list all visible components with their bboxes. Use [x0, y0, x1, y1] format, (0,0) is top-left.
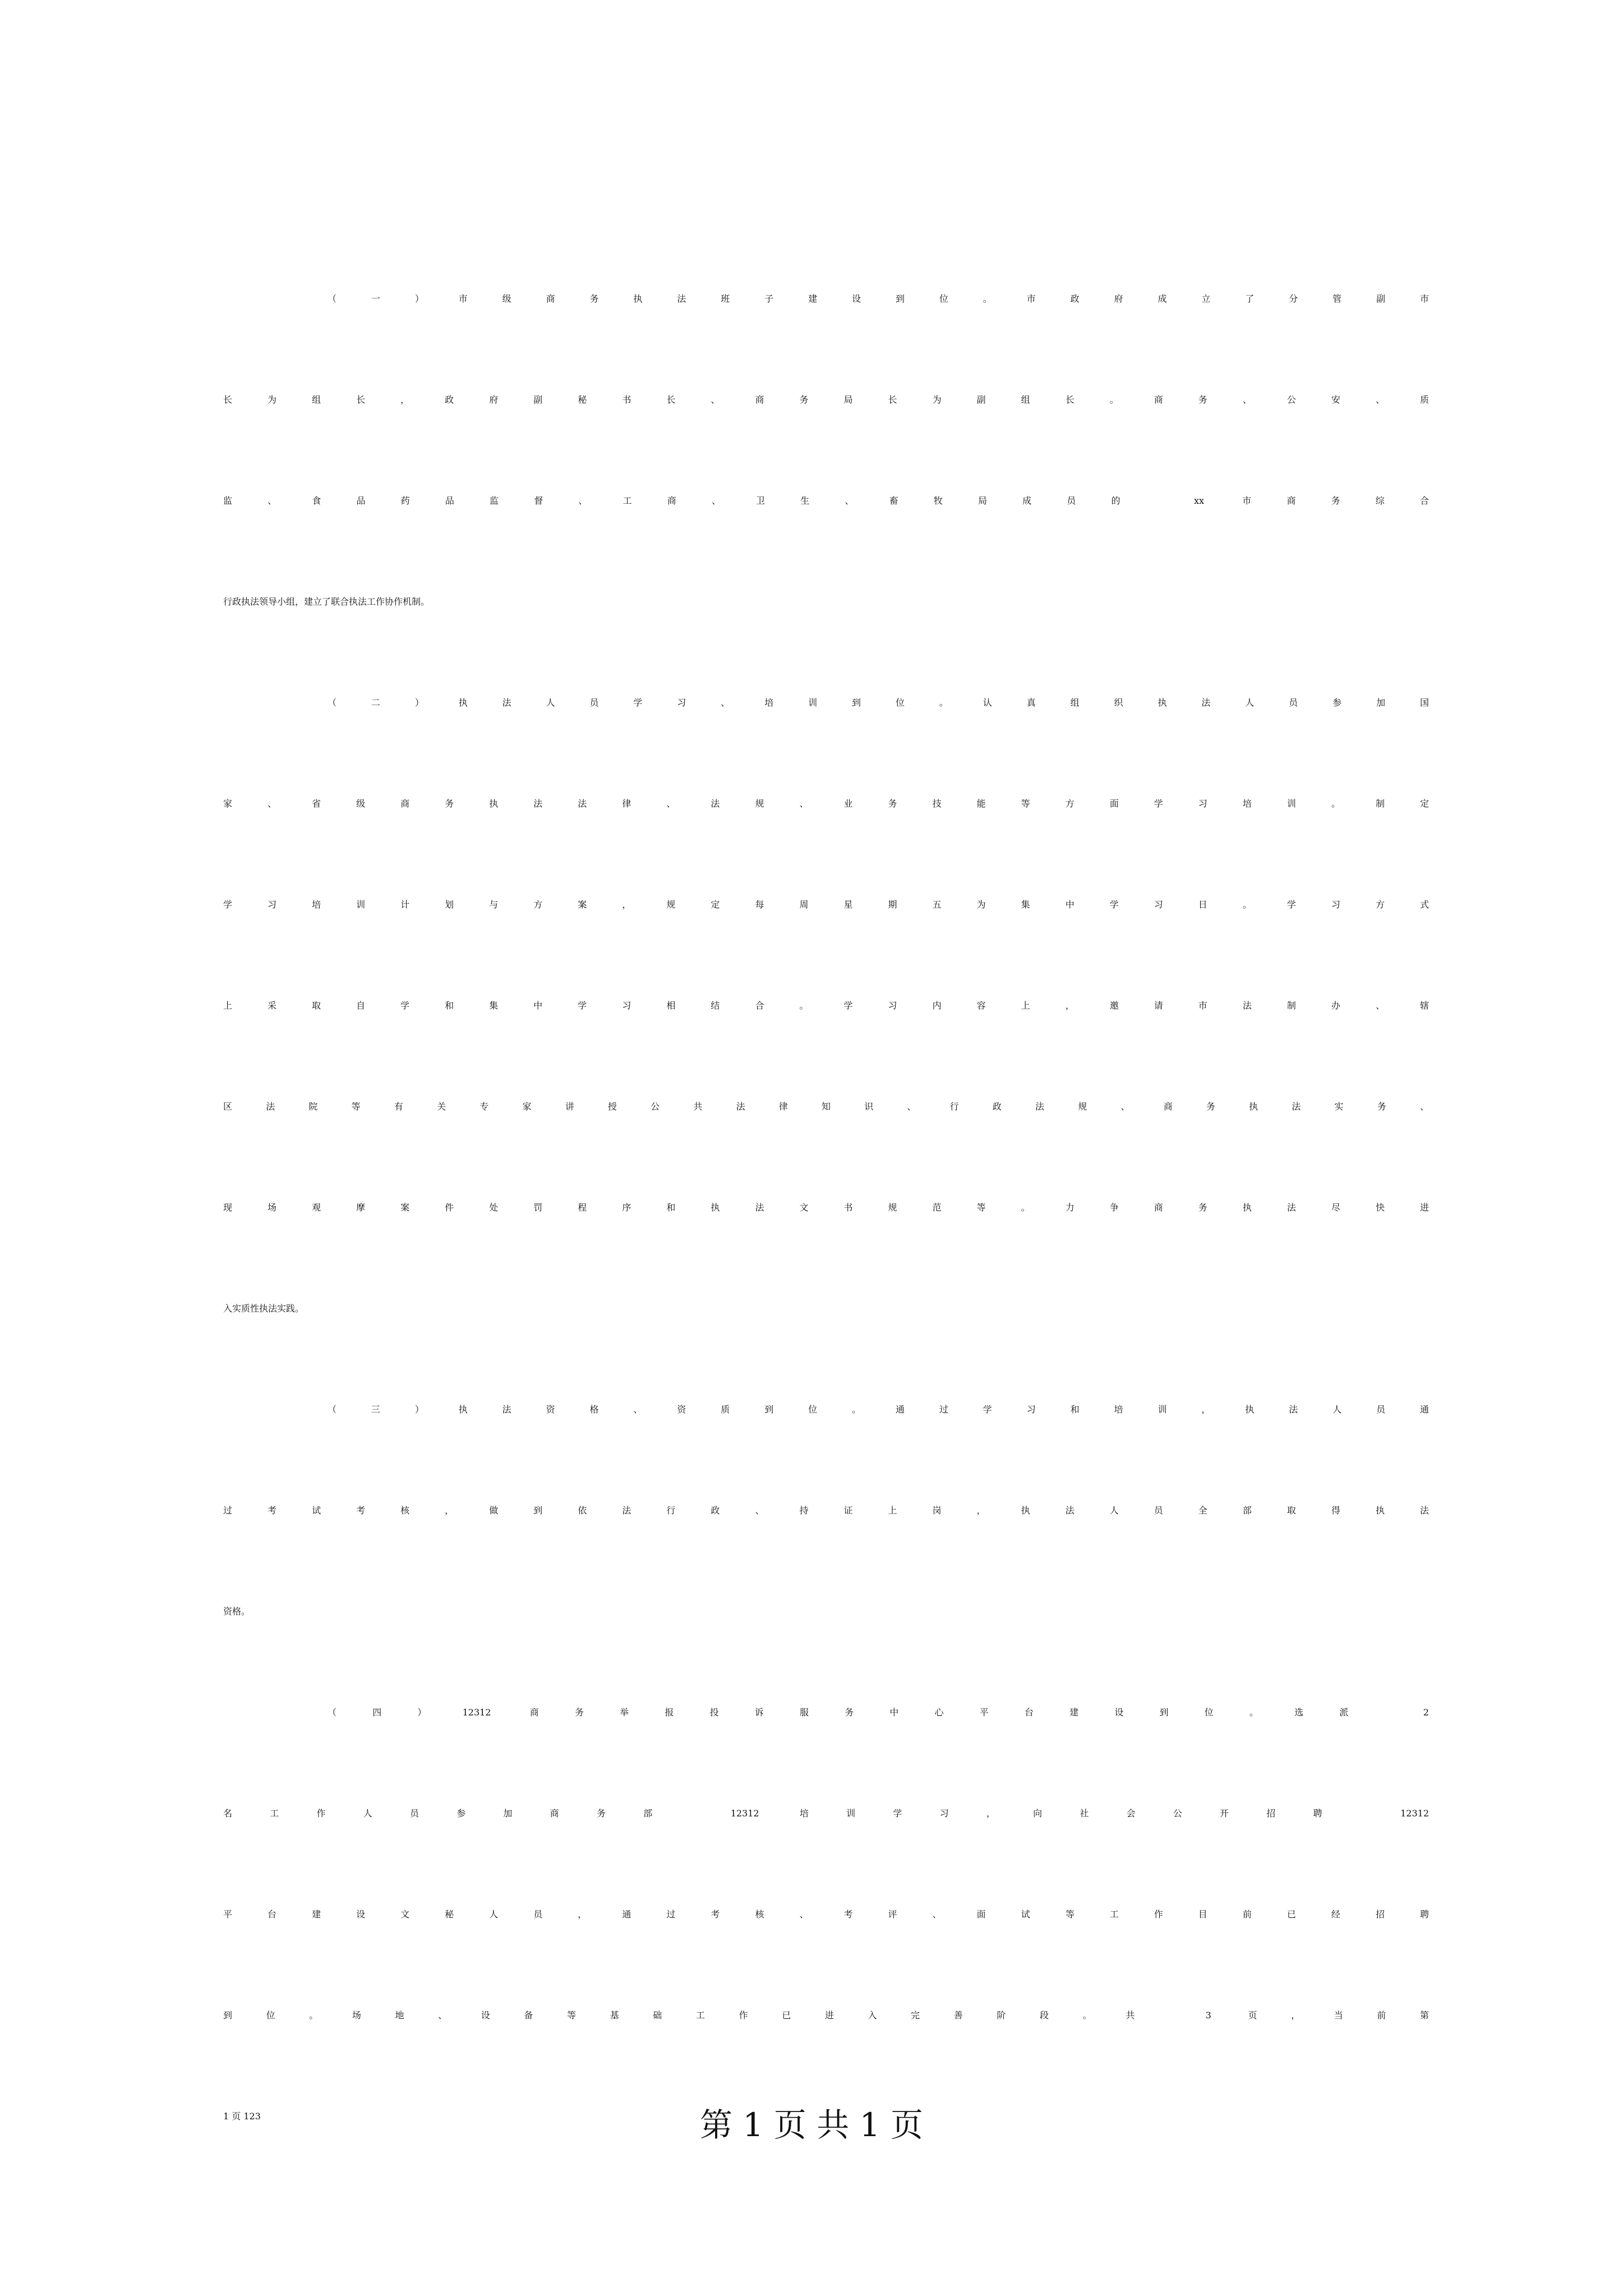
paragraph-line: （三）执法资格、资质到位。通过学习和培训，执法人员通	[328, 1404, 1429, 1415]
paragraph-line: 到位。场地、设备等基础工作已进入完善阶段。共 3 页，当前第	[223, 2010, 1429, 2021]
paragraph-line: 1 页 123	[223, 2111, 261, 2122]
document-body	[223, 292, 1429, 2210]
page-footer	[0, 2102, 1623, 2147]
page-number-label: 第 1 页 共 1 页	[700, 2106, 923, 2144]
paragraph-line: 学习培训计划与方案，规定每周星期五为集中学习日。学习方式	[223, 899, 1429, 910]
paragraph-line: 入实质性执法实践。	[223, 1303, 305, 1314]
paragraph-line: 家、省级商务执法法律、法规、业务技能等方面学习培训。制定	[223, 798, 1429, 809]
paragraph-line: 长为组长，政府副秘书长、商务局长为副组长。商务、公安、质	[223, 394, 1429, 405]
paragraph-line: 名工作人员参加商务部 12312 培训学习，向社会公开招聘 12312	[223, 1808, 1429, 1819]
paragraph-1	[223, 292, 1429, 696]
paragraph-line: 过考试考核，做到依法行政、持证上岗，执法人员全部取得执法	[223, 1505, 1429, 1516]
paragraph-line: （四）12312 商务举报投诉服务中心平台建设到位。选派 2	[328, 1707, 1429, 1718]
paragraph-line: 资格。	[223, 1606, 251, 1617]
paragraph-line: （一）市级商务执法班子建设到位。市政府成立了分管副市	[328, 293, 1429, 304]
paragraph-line: 平台建设文秘人员，通过考核、考评、面试等工作目前已经招聘	[223, 1909, 1429, 1920]
paragraph-3	[223, 1402, 1429, 1705]
paragraph-line: 区法院等有关专家讲授公共法律知识、行政法规、商务执法实务、	[223, 1101, 1429, 1112]
paragraph-2	[223, 696, 1429, 1402]
paragraph-line: 行政执法领导小组，建立了联合执法工作协作机制。	[223, 596, 430, 607]
paragraph-line: 上采取自学和集中学习相结合。学习内容上，邀请市法制办、辖	[223, 1000, 1429, 1011]
paragraph-line: （二）执法人员学习、培训到位。认真组织执法人员参加国	[328, 697, 1429, 708]
paragraph-line: 监、食品药品监督、工商、卫生、畜牧局成员的 xx 市商务综合	[223, 495, 1429, 506]
paragraph-line: 现场观摩案件处罚程序和执法文书规范等。力争商务执法尽快进	[223, 1202, 1429, 1213]
